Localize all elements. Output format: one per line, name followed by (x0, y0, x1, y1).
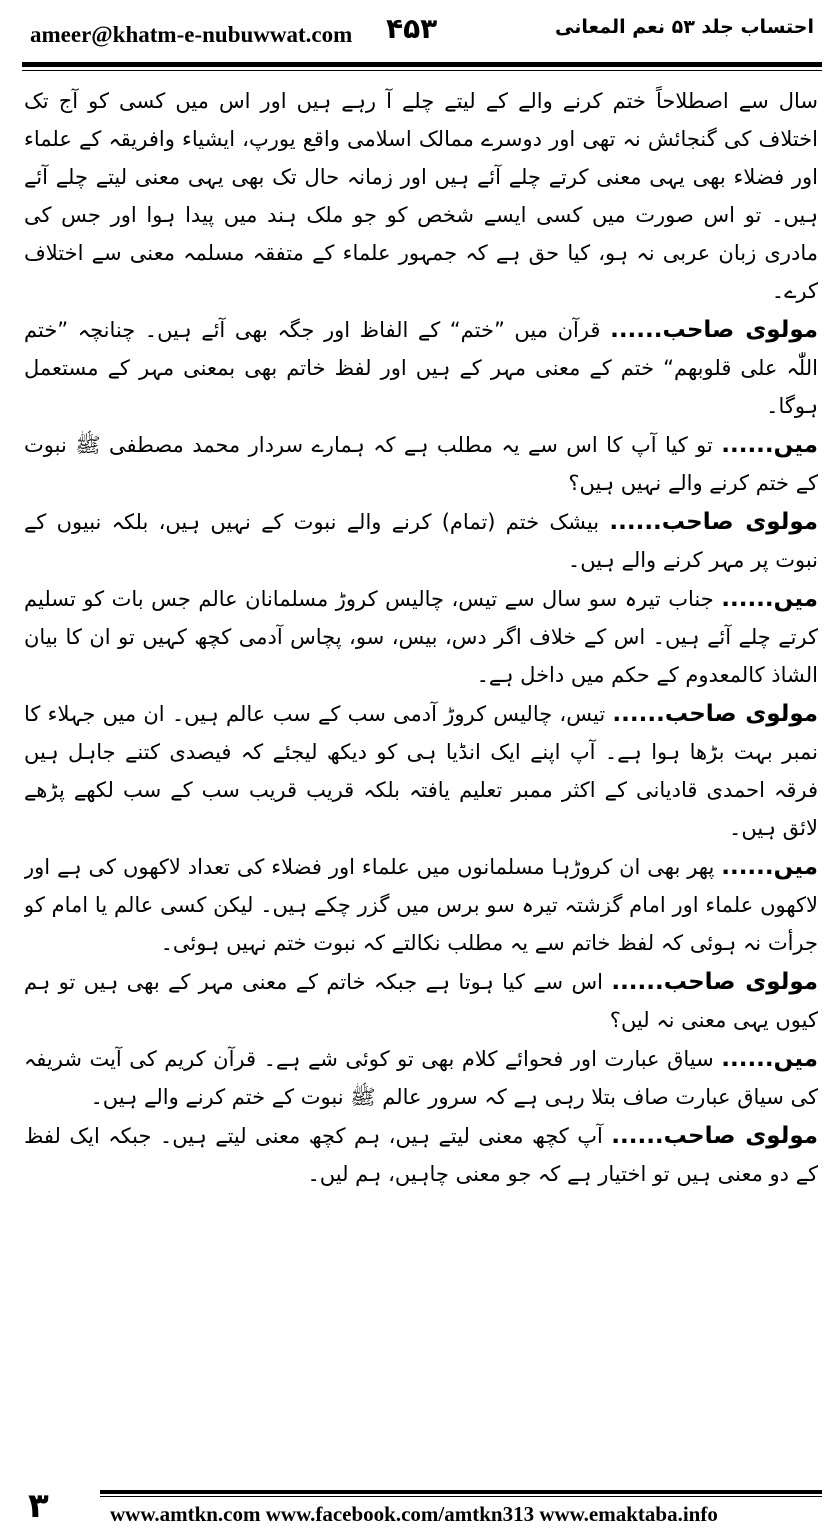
paragraph-text: تو کیا آپ کا اس سے یہ مطلب ہے کہ ہمارے سردار محمد مصطفی ﷺ نبوت کے ختم کرنے والے نہیں ہیں؟ (24, 433, 818, 495)
header-rule-thin (22, 70, 822, 71)
paragraph (24, 311, 818, 425)
speaker-label: میں...... (721, 432, 818, 458)
footer-rule-thick (100, 1490, 822, 1494)
speaker-label: مولوی صاحب...... (610, 317, 818, 343)
paragraph-text: سیاق عبارت اور فحوائے کلام بھی تو کوئی شے ہے۔ قرآن کریم کی آیت شریفہ کی سیاق عبارت صاف بتلا رہی ہے کہ سرور عالم ﷺ نبوت کے ختم کرنے والے ہیں۔ (24, 1047, 818, 1109)
paragraph (24, 1117, 818, 1193)
speaker-label: مولوی صاحب...... (612, 701, 818, 727)
footer-page-marker: ۳ (28, 1486, 49, 1526)
speaker-label: مولوی صاحب...... (609, 509, 818, 535)
speaker-label: میں...... (721, 586, 818, 612)
paragraph (24, 963, 818, 1039)
paragraph-text: پھر بھی ان کروڑہا مسلمانوں میں علماء اور فضلاء کی تعداد لاکھوں کی ہے اور لاکھوں علماء اور امام گزشتہ تیرہ سو برس میں گزر چکے ہیں۔ لیکن کسی عالم یا امام کو جرأت نہ ہوئی کہ لفظ خاتم سے یہ مطلب نکالتے کہ نبوت ختم نہیں ہوئی۔ (24, 855, 818, 955)
paragraph-text: سال سے اصطلاحاً ختم کرنے والے کے لیتے چلے آ رہے ہیں اور اس میں کسی کو آج تک اختلاف کی گنجائش نہ تھی اور دوسرے ممالک اسلامی واقع یورپ، ایشیاء وافریقہ کے علماء اور فضلاء بھی یہی معنی کرتے چلے آئے ہیں اور زمانہ حال تک بھی یہی معنی لیتے چلے آئے ہیں۔ تو اس صورت میں کسی ایسے شخص کو جو ملک ہند میں پیدا ہوا اور جس کی مادری زبان عربی نہ ہو، کیا حق ہے کہ جمہور علماء کے متفقہ مسلمہ معنی سے اختلاف کرے۔ (24, 89, 818, 303)
paragraph (24, 503, 818, 579)
speaker-label: میں...... (721, 1046, 818, 1072)
paragraph (24, 848, 818, 962)
paragraph-text: آپ کچھ معنی لیتے ہیں، ہم کچھ معنی لیتے ہیں۔ جبکہ ایک لفظ کے دو معنی ہیں تو اختیار ہے کہ جو معنی چاہیں، ہم لیں۔ (24, 1124, 818, 1186)
paragraph-text: اس سے کیا ہوتا ہے جبکہ خاتم کے معنی مہر کے بھی ہیں تو ہم کیوں یہی معنی نہ لیں؟ (24, 970, 818, 1032)
speaker-label: مولوی صاحب...... (611, 1123, 818, 1149)
page-header (0, 0, 840, 64)
header-email: ameer@khatm-e-nubuwwat.com (30, 22, 353, 47)
footer-links: www.amtkn.com www.facebook.com/amtkn313 www.emaktaba.info (110, 1502, 718, 1526)
footer-rule-thin (100, 1496, 822, 1497)
paragraph-text: جناب تیرہ سو سال سے تیس، چالیس کروڑ مسلمانان عالم جس بات کو تسلیم کرتے چلے آئے ہیں۔ اس کے خلاف اگر دس، بیس، سو، پچاس آدمی کچھ کہیں تو ان کا بیان الشاذ کالمعدوم کے حکم میں داخل ہے۔ (24, 587, 818, 687)
header-rule-thick (22, 62, 822, 67)
header-page-number: ۴۵۳ (386, 12, 438, 45)
paragraph-text: تیس، چالیس کروڑ آدمی سب کے سب عالم ہیں۔ ان میں جہلاء کا نمبر بہت بڑھا ہوا ہے۔ آپ اپنے ایک انڈیا ہی کو دیکھ لیجئے کہ فیصدی کتنے جاہل ہیں فرقہ احمدی قادیانی کے اکثر ممبر تعلیم یافتہ بلکہ قریب قریب سب کے سب لکھے پڑھے لائق ہیں۔ (24, 702, 818, 840)
speaker-label: میں...... (721, 854, 818, 880)
paragraph (24, 580, 818, 694)
paragraph (24, 426, 818, 502)
paragraph (24, 695, 818, 847)
page-body (24, 82, 818, 1462)
header-book-title: احتساب جلد ۵۳ نعم المعانی (555, 16, 814, 38)
paragraph-text: قرآن میں ”ختم“ کے الفاظ اور جگہ بھی آئے ہیں۔ چنانچہ ”ختم اللّٰہ علی قلوبھم“ ختم کے معنی مہر کے ہیں اور لفظ خاتم بھی بمعنی مہر کے مستعمل ہوگا۔ (24, 318, 818, 418)
paragraph (24, 1040, 818, 1116)
paragraph (24, 82, 818, 310)
speaker-label: مولوی صاحب...... (611, 969, 818, 995)
paragraph-text: بیشک ختم (تمام) کرنے والے نبوت کے نہیں ہیں، بلکہ نبیوں کے نبوت پر مہر کرنے والے ہیں۔ (24, 510, 818, 572)
page-footer (0, 1484, 840, 1540)
